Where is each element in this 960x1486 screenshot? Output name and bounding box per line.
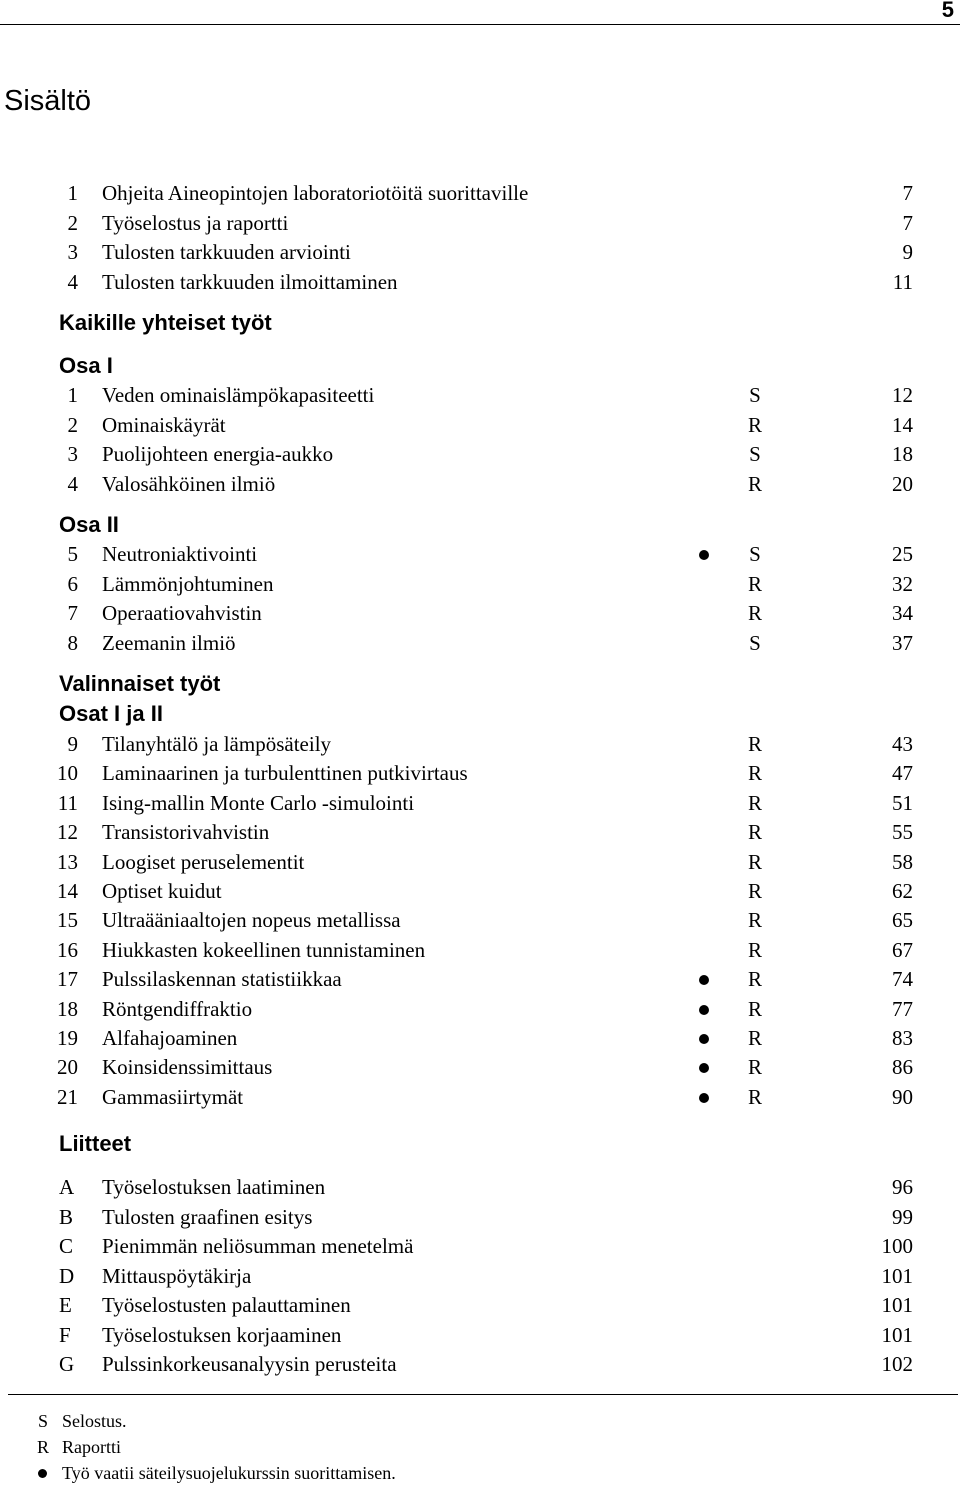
toc-row bbox=[0, 440, 960, 468]
entry-number: 6 bbox=[67, 571, 78, 596]
toc-row bbox=[0, 789, 960, 817]
entry-number: 20 bbox=[57, 1055, 78, 1080]
section-subheading-parts: Osat I ja II bbox=[59, 701, 163, 726]
entry-number: 2 bbox=[67, 210, 78, 235]
entry-title: Tulosten tarkkuuden arviointi bbox=[102, 240, 351, 264]
page-number: 5 bbox=[941, 0, 954, 22]
entry-type: R bbox=[747, 1084, 762, 1109]
entry-title: Työselostus ja raportti bbox=[102, 210, 289, 235]
entry-number: 14 bbox=[57, 879, 78, 903]
toc-row bbox=[0, 1024, 960, 1052]
entry-number: 12 bbox=[57, 820, 78, 845]
entry-title: Optiset kuidut bbox=[102, 879, 222, 903]
toc-row bbox=[0, 906, 960, 934]
entry-title: Gammasiirtymät bbox=[102, 1084, 244, 1109]
entry-title: Veden ominaislämpökapasiteetti bbox=[102, 383, 375, 407]
entry-number: C bbox=[59, 1234, 74, 1258]
entry-type: S bbox=[749, 542, 761, 566]
entry-type: R bbox=[747, 967, 762, 992]
radiation-bullet-icon bbox=[699, 1063, 709, 1073]
entry-number: 19 bbox=[57, 1026, 78, 1050]
entry-page: 102 bbox=[881, 1352, 913, 1376]
entry-page: 51 bbox=[892, 790, 913, 815]
entry-page: 18 bbox=[892, 442, 913, 466]
entry-type: S bbox=[749, 442, 761, 466]
entry-number: 5 bbox=[67, 542, 78, 566]
entry-number: 2 bbox=[67, 412, 78, 437]
entry-title: Valosähköinen ilmiö bbox=[102, 471, 276, 496]
entry-number: 11 bbox=[57, 790, 78, 815]
entry-page: 43 bbox=[892, 732, 913, 756]
toc-row bbox=[0, 381, 960, 409]
entry-page: 96 bbox=[892, 1175, 913, 1199]
entry-number: 7 bbox=[67, 601, 78, 625]
entry-type: S bbox=[749, 630, 761, 655]
entry-page: 7 bbox=[902, 181, 913, 205]
radiation-bullet-icon bbox=[699, 1005, 709, 1015]
entry-title: Ultraääniaaltojen nopeus metallissa bbox=[102, 908, 401, 933]
entry-page: 12 bbox=[892, 383, 913, 407]
toc-row bbox=[0, 1083, 960, 1111]
toc-row bbox=[0, 848, 960, 876]
entry-title: Zeemanin ilmiö bbox=[102, 630, 236, 655]
entry-title: Ohjeita Aineopintojen laboratoriotöitä suorittaville bbox=[102, 181, 529, 205]
entry-type: R bbox=[747, 849, 762, 874]
entry-title: Operaatiovahvistin bbox=[102, 601, 262, 625]
section-heading-part1: Osa I bbox=[59, 353, 113, 378]
radiation-bullet-icon bbox=[699, 550, 709, 560]
footnote-rule bbox=[8, 1394, 958, 1395]
entry-type: R bbox=[747, 820, 762, 845]
entry-page: 101 bbox=[881, 1263, 913, 1288]
section-heading-common: Kaikille yhteiset työt bbox=[59, 310, 272, 335]
toc-row bbox=[0, 540, 960, 568]
appendix-row bbox=[0, 1173, 960, 1201]
toc-row bbox=[0, 209, 960, 237]
entry-title: Hiukkasten kokeellinen tunnistaminen bbox=[102, 937, 426, 962]
entry-number: 18 bbox=[57, 996, 78, 1021]
toc-row bbox=[0, 759, 960, 787]
appendix-row bbox=[0, 1291, 960, 1319]
entry-type: R bbox=[747, 471, 762, 496]
appendix-row bbox=[0, 1321, 960, 1349]
entry-number: G bbox=[59, 1352, 75, 1376]
entry-type: R bbox=[747, 571, 762, 596]
legend-text: Raportti bbox=[62, 1437, 121, 1457]
radiation-bullet-icon bbox=[699, 1034, 709, 1044]
toc-row bbox=[0, 411, 960, 439]
entry-page: 58 bbox=[892, 849, 913, 874]
entry-page: 7 bbox=[902, 210, 913, 235]
toc-row bbox=[0, 995, 960, 1023]
toc-row bbox=[0, 730, 960, 758]
entry-title: Ising-mallin Monte Carlo -simulointi bbox=[102, 790, 415, 815]
section-heading-appendices: Liitteet bbox=[59, 1131, 132, 1156]
legend-text: Työ vaatii säteilysuojelukurssin suorittamisen. bbox=[62, 1463, 396, 1483]
entry-type: R bbox=[747, 937, 762, 962]
appendix-row bbox=[0, 1203, 960, 1231]
entry-title: Mittauspöytäkirja bbox=[102, 1263, 252, 1288]
toc-row bbox=[0, 965, 960, 993]
entry-number: 21 bbox=[57, 1084, 78, 1109]
entry-title: Pulssinkorkeusanalyysin perusteita bbox=[102, 1352, 397, 1376]
entry-title: Laminaarinen ja turbulenttinen putkivirtaus bbox=[102, 761, 468, 786]
toc-row bbox=[0, 1053, 960, 1081]
entry-page: 55 bbox=[892, 820, 913, 845]
legend-key: S bbox=[37, 1411, 48, 1431]
entry-page: 20 bbox=[892, 471, 913, 496]
entry-title: Tulosten tarkkuuden ilmoittaminen bbox=[102, 269, 398, 294]
entry-number: 8 bbox=[67, 630, 78, 655]
entry-title: Työselostuksen korjaaminen bbox=[102, 1322, 342, 1347]
entry-number: 9 bbox=[67, 732, 78, 756]
entry-page: 34 bbox=[892, 601, 913, 625]
entry-number: 1 bbox=[67, 181, 78, 205]
entry-type: R bbox=[747, 996, 762, 1021]
entry-page: 83 bbox=[892, 1026, 913, 1050]
entry-title: Tulosten graafinen esitys bbox=[102, 1204, 313, 1229]
entry-page: 14 bbox=[892, 412, 913, 437]
entry-type: R bbox=[747, 790, 762, 815]
entry-title: Neutroniaktivointi bbox=[102, 542, 258, 566]
entry-number: 1 bbox=[67, 383, 78, 407]
entry-title: Työselostuksen laatiminen bbox=[102, 1175, 326, 1199]
entry-page: 74 bbox=[892, 967, 913, 992]
entry-title: Puolijohteen energia-aukko bbox=[102, 442, 334, 466]
page-title: Sisältö bbox=[4, 85, 92, 117]
radiation-bullet-icon bbox=[699, 1093, 709, 1103]
entry-page: 67 bbox=[892, 937, 913, 962]
entry-type: R bbox=[747, 761, 762, 786]
toc-row bbox=[0, 238, 960, 266]
entry-type: R bbox=[747, 908, 762, 933]
entry-page: 99 bbox=[892, 1204, 913, 1229]
radiation-bullet-icon bbox=[699, 975, 709, 985]
entry-page: 101 bbox=[881, 1293, 913, 1317]
legend-text: Selostus. bbox=[62, 1411, 127, 1431]
entry-page: 32 bbox=[892, 571, 913, 596]
appendix-row bbox=[0, 1262, 960, 1290]
toc-row bbox=[0, 268, 960, 296]
entry-title: Koinsidenssimittaus bbox=[102, 1055, 273, 1080]
entry-title: Ominaiskäyrät bbox=[102, 412, 226, 437]
entry-type: R bbox=[747, 732, 762, 756]
toc-row bbox=[0, 629, 960, 657]
entry-number: 4 bbox=[67, 471, 78, 496]
appendix-row bbox=[0, 1232, 960, 1260]
entry-number: B bbox=[59, 1204, 74, 1229]
entry-page: 90 bbox=[892, 1084, 913, 1109]
entry-type: R bbox=[747, 412, 762, 437]
entry-number: 15 bbox=[57, 908, 78, 933]
entry-type: R bbox=[747, 1055, 762, 1080]
entry-title: Työselostusten palauttaminen bbox=[102, 1293, 351, 1317]
entry-page: 101 bbox=[881, 1322, 913, 1347]
entry-number: 3 bbox=[67, 442, 78, 466]
entry-page: 37 bbox=[892, 630, 913, 655]
entry-number: 3 bbox=[67, 240, 78, 264]
radiation-bullet-icon bbox=[38, 1469, 47, 1478]
entry-number: 16 bbox=[57, 937, 78, 962]
entry-title: Tilanyhtälö ja lämpösäteily bbox=[102, 732, 332, 756]
entry-type: R bbox=[747, 601, 762, 625]
entry-number: 10 bbox=[57, 761, 78, 786]
entry-title: Pienimmän neliösumman menetelmä bbox=[102, 1234, 414, 1258]
toc-row bbox=[0, 470, 960, 498]
entry-type: R bbox=[747, 879, 762, 903]
entry-title: Röntgendiffraktio bbox=[102, 996, 253, 1021]
entry-page: 9 bbox=[902, 240, 913, 264]
entry-page: 25 bbox=[892, 542, 913, 566]
entry-title: Pulssilaskennan statistiikkaa bbox=[102, 967, 342, 992]
toc-row bbox=[0, 599, 960, 627]
entry-number: 4 bbox=[67, 269, 78, 294]
entry-title: Lämmönjohtuminen bbox=[102, 571, 274, 596]
entry-number: F bbox=[59, 1322, 71, 1347]
section-heading-optional: Valinnaiset työt bbox=[59, 671, 221, 696]
entry-page: 86 bbox=[892, 1055, 913, 1080]
entry-page: 11 bbox=[892, 269, 913, 294]
entry-title: Alfahajoaminen bbox=[102, 1026, 238, 1050]
entry-type: R bbox=[747, 1026, 762, 1050]
entry-title: Transistorivahvistin bbox=[102, 820, 270, 845]
toc-row bbox=[0, 818, 960, 846]
toc-row bbox=[0, 570, 960, 598]
entry-number: E bbox=[59, 1293, 72, 1317]
appendix-row bbox=[0, 1350, 960, 1378]
toc-row bbox=[0, 179, 960, 207]
toc-row bbox=[0, 936, 960, 964]
legend-key: R bbox=[36, 1437, 49, 1457]
entry-type: S bbox=[749, 383, 761, 407]
entry-number: D bbox=[59, 1263, 75, 1288]
entry-title: Loogiset peruselementit bbox=[102, 849, 305, 874]
entry-number: 17 bbox=[57, 967, 78, 992]
section-heading-part2: Osa II bbox=[59, 512, 119, 537]
entry-number: A bbox=[59, 1175, 75, 1199]
entry-page: 100 bbox=[881, 1234, 913, 1258]
toc-row bbox=[0, 877, 960, 905]
entry-page: 77 bbox=[892, 996, 913, 1021]
entry-page: 47 bbox=[892, 761, 913, 786]
entry-number: 13 bbox=[57, 849, 78, 874]
entry-page: 65 bbox=[892, 908, 913, 933]
entry-page: 62 bbox=[892, 879, 913, 903]
